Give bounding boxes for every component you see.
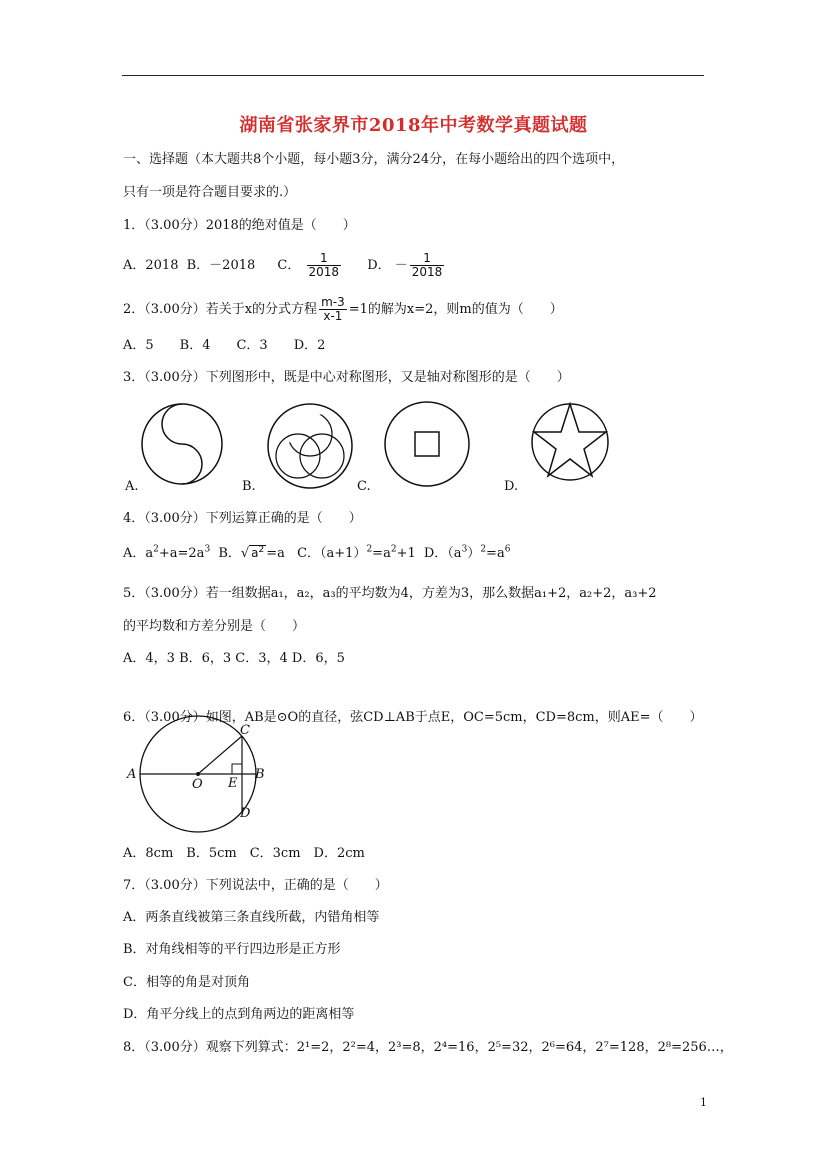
q4-b: B．	[218, 546, 241, 561]
q3-stem: 3．（3.00分）下列图形中，既是中心对称图形，又是轴对称图形的是（ ）	[123, 370, 570, 385]
q1-d-minus: －	[394, 258, 408, 273]
q4-c-sup: 2	[366, 544, 373, 555]
q1-option-c: C．	[277, 258, 301, 273]
q5-stem-line2: 的平均数和方差分别是（ ）	[123, 619, 306, 634]
page-number: 1	[700, 1096, 707, 1109]
q4-a-pre: A．a	[123, 546, 154, 561]
q4-d-post: =a	[486, 546, 505, 561]
section-heading-line2: 只有一项是符合题目要求的.）	[123, 185, 297, 200]
q3-label-d: D.	[504, 479, 519, 494]
q4-d: D．（a	[423, 546, 462, 561]
q2-numerator: m-3	[321, 295, 345, 309]
q2-denominator: x-1	[319, 309, 347, 323]
q4-c-post: =a	[372, 546, 391, 561]
q4-sqrt: √ $a^2$	[240, 545, 265, 561]
q6-label-o: O	[192, 777, 203, 792]
q6-label-c: C	[240, 723, 250, 738]
page-title: 湖南省张家界市2018年中考数学真题试题	[239, 115, 588, 136]
q1-option-c-fraction	[307, 252, 342, 279]
q6-stem: 6．（3.00分）如图，AB是⊙O的直径，弦CD⊥AB于点E，OC=5cm，CD=8cm，则AE=（ ）	[123, 710, 703, 725]
q4-d-mid: ）	[467, 546, 481, 561]
q6-label-b: B	[255, 767, 265, 782]
q3-label-c: C.	[357, 479, 371, 494]
q6-label-a: A	[127, 767, 137, 782]
q3-figure-b	[268, 404, 352, 488]
q1-options	[123, 252, 446, 279]
q4-c-sup2: 2	[390, 544, 397, 555]
q3-figure-d	[532, 404, 608, 480]
q4-d-sup2: 2	[480, 544, 487, 555]
q2-stem-pre: 2．（3.00分）若关于x的分式方程	[123, 302, 318, 317]
q7-option-b: B．对角线相等的平行四边形是正方形	[123, 942, 341, 957]
q1-d-numerator: 1	[423, 251, 431, 265]
q7-stem: 7．（3.00分）下列说法中，正确的是（ ）	[123, 878, 388, 893]
q4-b-post: =a	[266, 546, 285, 561]
q4-c: C．（a+1）	[297, 546, 367, 561]
header-rule	[122, 75, 704, 76]
q1-c-denominator: 2018	[308, 265, 340, 279]
q7-option-a: A．两条直线被第三条直线所截，内错角相等	[123, 910, 380, 925]
q4-a-sup2: 3	[204, 544, 211, 555]
q4-c-end: +1	[396, 546, 416, 561]
section-heading-line1: 一、选择题（本大题共8个小题，每小题3分，满分24分，在每小题给出的四个选项中，	[123, 152, 625, 167]
q4-d-sup3: 6	[504, 544, 511, 555]
q1-stem: 1．（3.00分）2018的绝对值是（ ）	[123, 218, 356, 233]
q3-label-a: A.	[125, 479, 139, 494]
q4-stem: 4．（3.00分）下列运算正确的是（ ）	[123, 511, 362, 526]
q4-a-mid: +a=2a	[158, 546, 205, 561]
q6-options: A．8cm B．5cm C．3cm D．2cm	[123, 846, 365, 861]
q8-stem: 8．（3.00分）观察下列算式：2¹=2，2²=4，2³=8，2⁴=16，2⁵=32，2⁶=64，2⁷=128，2⁸=256…，	[123, 1040, 733, 1055]
q7-option-c: C．相等的角是对顶角	[123, 975, 250, 990]
q7-option-d: D．角平分线上的点到角两边的距离相等	[123, 1007, 355, 1022]
q1-option-b: B．－2018	[186, 258, 256, 273]
q3-figure-c	[385, 402, 469, 486]
q1-d-denominator: 2018	[411, 265, 443, 279]
q1-option-d: D．	[367, 258, 391, 273]
q4-options	[123, 545, 510, 562]
q1-option-a: A．2018	[123, 258, 179, 273]
q4-sqrt-body: a	[251, 546, 259, 560]
q3-figures	[140, 402, 670, 492]
q4-d-sup: 3	[461, 544, 468, 555]
q5-options: A．4，3 B．6，3 C．3，4 D．6，5	[123, 651, 345, 666]
q3-figure-a	[142, 404, 222, 484]
q6-label-e: E	[228, 776, 238, 791]
q2-options: A．5 B．4 C．3 D．2	[123, 338, 326, 353]
q2-fraction	[319, 296, 347, 323]
q4-a-sup1: 2	[153, 544, 159, 555]
q5-stem-line1: 5．（3.00分）若一组数据a₁，a₂，a₃的平均数为4，方差为3，那么数据a₁+2，a₂+2，a₃+2	[123, 586, 657, 601]
q4-sqrt-sup: 2	[258, 545, 265, 555]
q1-c-numerator: 1	[319, 251, 328, 265]
q2-stem-post: =1的解为x=2，则m的值为（ ）	[348, 302, 563, 317]
q2-stem	[123, 296, 563, 323]
q1-option-d-fraction	[410, 252, 445, 279]
q6-label-d: D	[240, 806, 251, 821]
q3-label-b: B.	[242, 479, 256, 494]
